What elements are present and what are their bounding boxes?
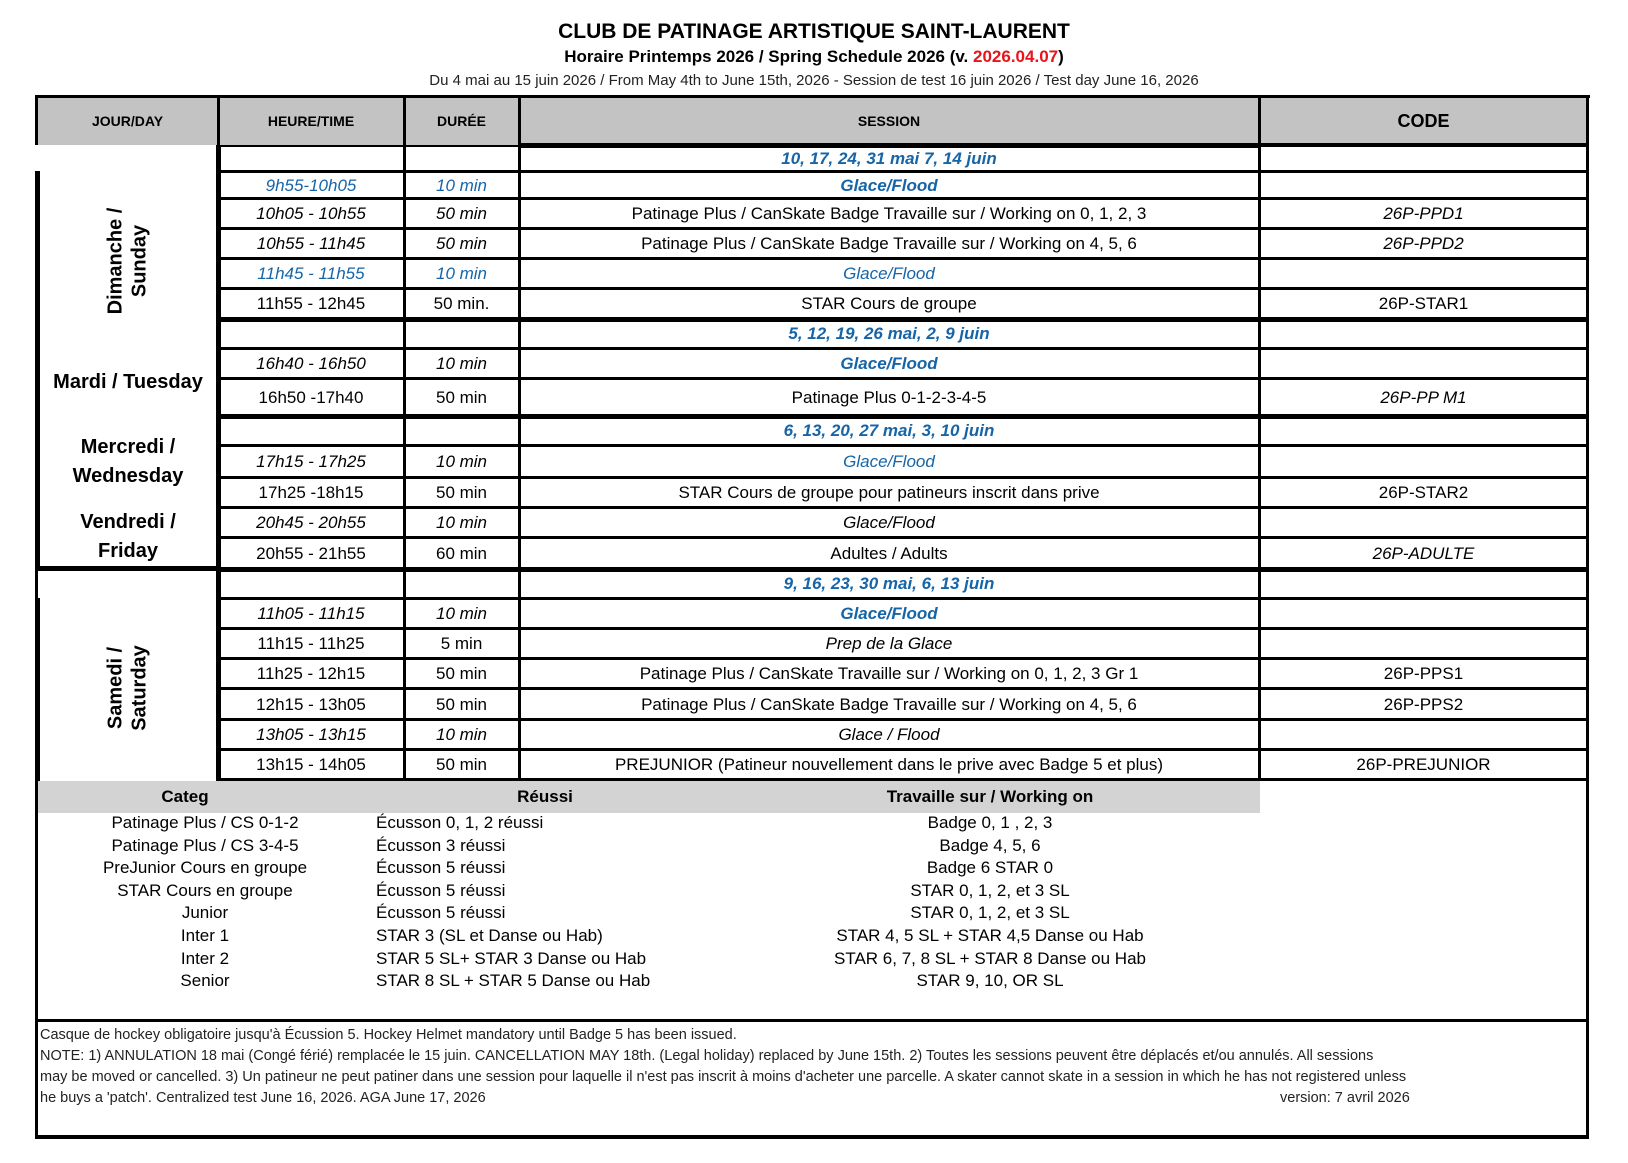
day-label-line: Mercredi / bbox=[80, 436, 176, 458]
legend-header-categ: Categ bbox=[161, 787, 209, 806]
row-session: Patinage Plus / CanSkate Badge Travaille sur / Working on 4, 5, 6 bbox=[641, 694, 1137, 714]
column-header-code: CODE bbox=[1259, 97, 1588, 145]
legend-reussi: STAR 8 SL + STAR 5 Danse ou Hab bbox=[376, 971, 651, 991]
legend-reussi: Écusson 3 réussi bbox=[376, 835, 506, 855]
legend-header-working: Travaille sur / Working on bbox=[886, 787, 1094, 806]
legend-categ: Patinage Plus / CS 0-1-2 bbox=[111, 813, 299, 832]
legend-reussi: Écusson 5 réussi bbox=[376, 880, 506, 900]
grid-line bbox=[518, 95, 521, 145]
row-code bbox=[1259, 320, 1588, 348]
note-registration: may be moved or cancelled. 3) Un patineur ne peut patiner dans une session pour laquelle il n'est pas inscrit à moins d'acheter une parcelle. A skater cannot skate in a session in which he has not registered unless bbox=[40, 1069, 1407, 1085]
row-time: 11h25 - 12h15 bbox=[256, 664, 366, 683]
grid-line bbox=[35, 566, 218, 571]
row-time: 11h15 - 11h25 bbox=[257, 634, 365, 653]
grid-line bbox=[403, 95, 406, 145]
day-label-line: Friday bbox=[97, 540, 159, 562]
row-time: 13h15 - 14h05 bbox=[256, 755, 366, 774]
row-session: Patinage Plus 0-1-2-3-4-5 bbox=[791, 387, 987, 407]
row-code bbox=[1259, 417, 1588, 445]
legend-working: Badge 6 STAR 0 bbox=[926, 858, 1054, 878]
day-label-line: Dimanche / bbox=[104, 207, 127, 315]
row-time bbox=[218, 417, 404, 445]
grid-line bbox=[218, 377, 1588, 380]
grid-line bbox=[218, 287, 1588, 290]
column-header-session: SESSION bbox=[519, 97, 1259, 145]
grid-line bbox=[218, 627, 1588, 630]
row-code: 26P-ADULTE bbox=[1372, 543, 1475, 563]
grid-line bbox=[218, 197, 1588, 200]
row-session: 9, 16, 23, 30 mai, 6, 13 juin bbox=[783, 574, 995, 593]
grid-line bbox=[218, 347, 1588, 350]
row-time: 17h25 -18h15 bbox=[258, 483, 364, 502]
legend-reussi: STAR 5 SL+ STAR 3 Danse ou Hab bbox=[376, 948, 647, 968]
row-session: Glace/Flood bbox=[843, 264, 935, 283]
legend-header-reussi: Réussi bbox=[517, 787, 573, 806]
day-label-line: Vendredi / bbox=[80, 511, 176, 533]
row-session: PREJUNIOR (Patineur nouvellement dans le prive avec Badge 5 et plus) bbox=[614, 755, 1164, 774]
grid-line bbox=[35, 1019, 1589, 1022]
row-session: Glace/Flood bbox=[843, 452, 935, 471]
day-label-friday bbox=[40, 508, 216, 566]
grid-line bbox=[218, 170, 1588, 173]
row-time: 10h05 - 10h55 bbox=[256, 204, 366, 223]
row-code: 26P-PPD1 bbox=[1383, 204, 1464, 223]
row-time: 16h50 -17h40 bbox=[258, 387, 364, 407]
row-code: 26P-PP M1 bbox=[1380, 387, 1467, 407]
subtitle-close: ) bbox=[1058, 47, 1064, 66]
day-label-sunday bbox=[104, 174, 152, 349]
grid-line bbox=[218, 778, 1588, 781]
grid-line bbox=[35, 566, 38, 598]
legend-reussi: Écusson 5 réussi bbox=[376, 903, 506, 923]
legend-working: Badge 0, 1 , 2, 3 bbox=[927, 813, 1053, 832]
legend-working: STAR 6, 7, 8 SL + STAR 8 Danse ou Hab bbox=[834, 948, 1146, 968]
row-session: Glace / Flood bbox=[838, 725, 940, 744]
row-duration: 10 min bbox=[435, 725, 488, 744]
grid-line bbox=[216, 145, 221, 781]
column-header-time: HEURE/TIME bbox=[218, 97, 404, 145]
row-time: 20h45 - 20h55 bbox=[256, 513, 366, 532]
row-code bbox=[1259, 630, 1588, 658]
row-duration: 50 min bbox=[435, 755, 488, 774]
row-session: Adultes / Adults bbox=[830, 543, 948, 563]
day-label-tuesday: Mardi / Tuesday bbox=[53, 371, 203, 393]
row-session: 10, 17, 24, 31 mai 7, 14 juin bbox=[781, 149, 997, 168]
row-code bbox=[1259, 350, 1588, 378]
row-time: 11h55 - 12h45 bbox=[256, 294, 366, 313]
column-header-day: JOUR/DAY bbox=[37, 97, 218, 145]
row-session: Patinage Plus / CanSkate Badge Travaille sur / Working on 0, 1, 2, 3 bbox=[631, 204, 1147, 223]
note-cancellation: NOTE: 1) ANNULATION 18 mai (Congé férié) remplacée le 15 juin. CANCELLATION MAY 18th. (Legal holiday) replaced by June 15th. 2) Toutes les sessions peuvent être déplacés et/ou annulés. All sessions bbox=[40, 1048, 1374, 1064]
grid-line bbox=[35, 598, 40, 781]
row-session: Patinage Plus / CanSkate Badge Travaille sur / Working on 4, 5, 6 bbox=[641, 234, 1137, 253]
legend-categ: Senior bbox=[180, 971, 230, 991]
grid-line bbox=[218, 597, 1588, 600]
row-duration: 10 min bbox=[435, 354, 488, 373]
grid-line bbox=[218, 567, 1588, 572]
legend-categ: STAR Cours en groupe bbox=[117, 880, 293, 900]
grid-line bbox=[218, 748, 1588, 751]
grid-line bbox=[218, 476, 1588, 479]
date-range: Du 4 mai au 15 juin 2026 / From May 4th to June 15th, 2026 - Session de test 16 juin 2026 / Test day June 16, 2026 bbox=[429, 72, 1199, 89]
row-time bbox=[218, 570, 404, 598]
legend-reussi: Écusson 5 réussi bbox=[376, 858, 506, 878]
legend-working: STAR 0, 1, 2, et 3 SL bbox=[910, 880, 1070, 900]
row-session: Glace/Flood bbox=[840, 175, 938, 195]
row-code: 26P-PPS1 bbox=[1383, 664, 1464, 683]
grid-line bbox=[35, 171, 40, 568]
row-code: 26P-PPS2 bbox=[1383, 694, 1464, 714]
grid-line bbox=[218, 718, 1588, 721]
row-session: Patinage Plus / CanSkate Travaille sur / Working on 0, 1, 2, 3 Gr 1 bbox=[639, 664, 1139, 683]
row-duration: 10 min bbox=[435, 452, 488, 471]
row-duration: 5 min bbox=[440, 634, 483, 653]
day-label-wednesday bbox=[40, 433, 216, 491]
row-duration bbox=[404, 570, 519, 598]
row-time bbox=[218, 147, 404, 171]
row-code bbox=[1259, 570, 1588, 598]
row-code: 26P-PREJUNIOR bbox=[1356, 755, 1491, 774]
row-session: Prep de la Glace bbox=[825, 634, 953, 653]
row-code bbox=[1259, 173, 1588, 198]
row-code: 26P-STAR2 bbox=[1378, 483, 1469, 502]
grid-line bbox=[218, 317, 1588, 322]
grid-line bbox=[218, 227, 1588, 230]
grid-line bbox=[1258, 95, 1261, 145]
day-label-line: Saturday bbox=[128, 645, 151, 731]
grid-line bbox=[218, 506, 1588, 509]
legend-categ: PreJunior Cours en groupe bbox=[102, 858, 308, 878]
row-session: Glace/Flood bbox=[840, 604, 938, 623]
legend-working: STAR 9, 10, OR SL bbox=[916, 971, 1064, 991]
row-time: 13h05 - 13h15 bbox=[256, 725, 366, 744]
row-code bbox=[1259, 509, 1588, 537]
legend-reussi: Écusson 0, 1, 2 réussi bbox=[376, 813, 544, 832]
row-time: 11h05 - 11h15 bbox=[257, 604, 365, 623]
grid-line bbox=[218, 444, 1588, 447]
row-time: 16h40 - 16h50 bbox=[256, 354, 366, 373]
row-time: 12h15 - 13h05 bbox=[256, 694, 366, 714]
row-code: 26P-STAR1 bbox=[1378, 294, 1469, 313]
day-label-line: Sunday bbox=[128, 224, 151, 298]
row-duration bbox=[404, 320, 519, 348]
legend-working: Badge 4, 5, 6 bbox=[939, 835, 1041, 855]
legend-working: STAR 4, 5 SL + STAR 4,5 Danse ou Hab bbox=[836, 926, 1144, 945]
subtitle-text: Horaire Printemps 2026 / Spring Schedule 2026 (v. bbox=[564, 47, 974, 66]
note-helmet: Casque de hockey obligatoire jusqu'à Écussion 5. Hockey Helmet mandatory until Badge 5 has been issued. bbox=[40, 1027, 737, 1043]
row-duration: 50 min. bbox=[433, 294, 490, 313]
legend-categ: Patinage Plus / CS 3-4-5 bbox=[111, 835, 299, 855]
row-duration: 50 min bbox=[435, 204, 488, 223]
grid-line bbox=[35, 95, 38, 145]
row-duration: 50 min bbox=[435, 387, 488, 407]
row-duration: 60 min bbox=[435, 543, 488, 563]
document-subtitle bbox=[0, 47, 1628, 67]
grid-line bbox=[218, 145, 1588, 147]
legend-categ: Inter 2 bbox=[180, 948, 230, 968]
row-session: STAR Cours de groupe bbox=[801, 294, 977, 313]
row-code: 26P-PPD2 bbox=[1383, 234, 1464, 253]
row-duration: 50 min bbox=[435, 664, 488, 683]
version-date: version: 7 avril 2026 bbox=[1280, 1090, 1410, 1106]
grid-line bbox=[218, 257, 1588, 260]
row-duration: 50 min bbox=[435, 234, 488, 253]
grid-line bbox=[35, 779, 38, 1139]
version-number: 2026.04.07 bbox=[973, 47, 1059, 66]
grid-line bbox=[403, 145, 406, 781]
row-time: 20h55 - 21h55 bbox=[256, 543, 366, 563]
document-title: CLUB DE PATINAGE ARTISTIQUE SAINT-LAURENT bbox=[558, 20, 1070, 43]
row-time: 10h55 - 11h45 bbox=[256, 234, 366, 253]
row-duration: 50 min bbox=[435, 694, 488, 714]
row-code bbox=[1259, 721, 1588, 749]
legend-reussi: STAR 3 (SL et Danse ou Hab) bbox=[376, 926, 603, 945]
day-label-line: Wednesday bbox=[72, 465, 184, 487]
legend-working: STAR 0, 1, 2, et 3 SL bbox=[910, 903, 1070, 923]
row-code bbox=[1259, 447, 1588, 477]
grid-line bbox=[218, 657, 1588, 660]
row-time: 11h45 - 11h55 bbox=[257, 264, 365, 283]
note-test-dates: he buys a 'patch'. Centralized test June 16, 2026. AGA June 17, 2026 bbox=[40, 1090, 486, 1106]
day-label-line: Samedi / bbox=[104, 646, 127, 730]
grid-line bbox=[518, 145, 521, 781]
row-duration: 10 min bbox=[435, 513, 488, 532]
row-duration: 10 min bbox=[435, 175, 488, 195]
row-time bbox=[218, 320, 404, 348]
row-duration bbox=[404, 147, 519, 171]
row-duration bbox=[404, 417, 519, 445]
grid-line bbox=[35, 1135, 1589, 1139]
grid-line bbox=[218, 687, 1588, 690]
row-code bbox=[1259, 147, 1588, 171]
row-session: 6, 13, 20, 27 mai, 3, 10 juin bbox=[783, 421, 995, 440]
row-session: Glace/Flood bbox=[843, 513, 935, 532]
grid-line bbox=[218, 414, 1588, 419]
row-time: 9h55-10h05 bbox=[265, 175, 357, 195]
legend-categ: Inter 1 bbox=[180, 926, 230, 945]
grid-line bbox=[1258, 145, 1261, 781]
grid-line bbox=[1586, 95, 1589, 1139]
row-session: 5, 12, 19, 26 mai, 2, 9 juin bbox=[788, 324, 990, 343]
row-session: STAR Cours de groupe pour patineurs inscrit dans prive bbox=[678, 483, 1100, 502]
grid-line bbox=[35, 95, 1590, 98]
row-duration: 10 min bbox=[435, 264, 488, 283]
legend-categ: Junior bbox=[181, 903, 229, 923]
row-duration: 50 min bbox=[435, 483, 488, 502]
row-code bbox=[1259, 260, 1588, 288]
column-header-duration: DURÉE bbox=[404, 97, 519, 145]
day-label-saturday bbox=[104, 601, 152, 776]
grid-line bbox=[217, 95, 220, 145]
grid-line bbox=[218, 536, 1588, 539]
row-duration: 10 min bbox=[435, 604, 488, 623]
row-session: Glace/Flood bbox=[840, 354, 938, 373]
row-code bbox=[1259, 600, 1588, 628]
row-time: 17h15 - 17h25 bbox=[256, 452, 366, 471]
